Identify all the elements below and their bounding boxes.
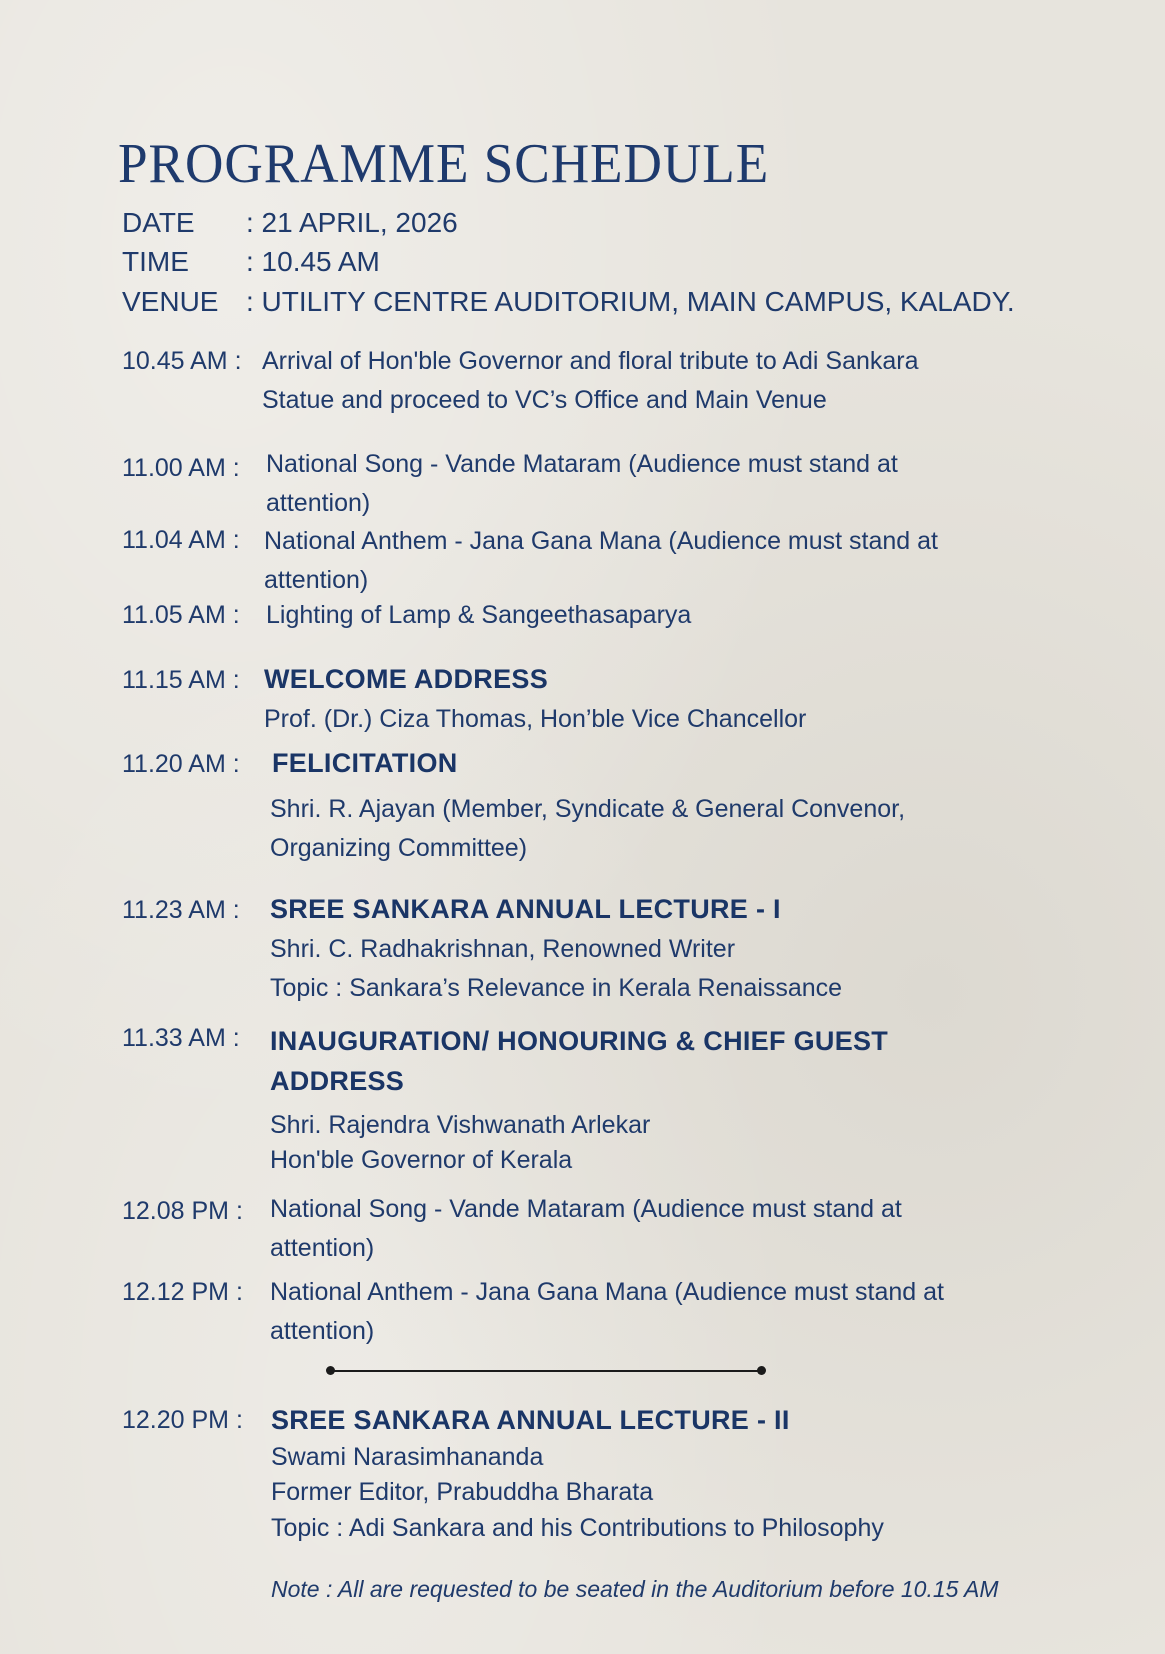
schedule-heading-text: SREE SANKARA ANNUAL LECTURE	[271, 1405, 750, 1435]
schedule-time: 11.04 AM :	[122, 526, 240, 554]
schedule-line: National Song - Vande Mataram (Audience must stand at	[270, 1195, 902, 1223]
schedule-line: National Song - Vande Mataram (Audience must stand at	[266, 450, 898, 478]
schedule-line: Shri. Rajendra Vishwanath Arlekar	[270, 1111, 651, 1139]
schedule-heading-text: SREE SANKARA ANNUAL LECTURE	[270, 894, 749, 924]
schedule-heading-suffix: - I	[755, 894, 781, 924]
schedule-time: 11.20 AM :	[122, 750, 240, 778]
schedule-time: 11.05 AM :	[122, 601, 240, 629]
date-label: DATE	[122, 207, 195, 238]
schedule-line: attention)	[270, 1317, 375, 1345]
schedule-heading: INAUGURATION/ HONOURING & CHIEF GUEST	[270, 1026, 889, 1056]
schedule-time: 12.12 PM :	[122, 1278, 243, 1306]
divider	[330, 1370, 762, 1372]
time-value: : 10.45 AM	[246, 246, 380, 277]
schedule-time: 11.23 AM :	[122, 896, 240, 924]
schedule-line: Swami Narasimhananda	[271, 1443, 544, 1471]
time-label: TIME	[122, 246, 189, 277]
schedule-time: 11.00 AM :	[122, 454, 240, 482]
schedule-heading	[271, 1405, 790, 1436]
schedule-line: Shri. C. Radhakrishnan, Renowned Writer	[270, 935, 736, 963]
schedule-line: Prof. (Dr.) Ciza Thomas, Hon’ble Vice Chancellor	[264, 705, 807, 733]
schedule-heading: FELICITATION	[272, 748, 458, 778]
schedule-time: 12.20 PM :	[122, 1406, 243, 1434]
schedule-heading: WELCOME ADDRESS	[264, 664, 549, 694]
schedule-line: Topic : Adi Sankara and his Contributions to Philosophy	[271, 1514, 884, 1542]
schedule-line: attention)	[270, 1234, 375, 1262]
venue-label: VENUE	[122, 286, 219, 317]
schedule-heading: ADDRESS	[270, 1066, 405, 1096]
page-title: PROGRAMME SCHEDULE	[118, 133, 770, 195]
schedule-line: Lighting of Lamp & Sangeethasaparya	[266, 601, 692, 629]
venue-value: : UTILITY CENTRE AUDITORIUM, MAIN CAMPUS, KALADY.	[246, 286, 1015, 317]
date-value: : 21 APRIL, 2026	[246, 207, 458, 238]
schedule-line: Arrival of Hon'ble Governor and floral tribute to Adi Sankara	[262, 347, 919, 375]
schedule-line: Hon'ble Governor of Kerala	[270, 1146, 573, 1174]
note: Note : All are requested to be seated in the Auditorium before 10.15 AM	[271, 1576, 999, 1602]
schedule-line: Topic : Sankara’s Relevance in Kerala Renaissance	[270, 974, 843, 1002]
schedule-heading-suffix: - II	[756, 1405, 790, 1435]
schedule-time: 11.33 AM :	[122, 1024, 240, 1052]
schedule-time: 10.45 AM :	[122, 347, 242, 375]
schedule-time: 11.15 AM :	[122, 666, 240, 694]
schedule-line: attention)	[264, 566, 369, 594]
divider-dot-right	[757, 1366, 766, 1375]
schedule-line: National Anthem - Jana Gana Mana (Audience must stand at	[264, 527, 938, 555]
schedule-line: Shri. R. Ajayan (Member, Syndicate & General Convenor,	[270, 795, 906, 823]
schedule-line: Organizing Committee)	[270, 834, 528, 862]
schedule-line: attention)	[266, 489, 371, 517]
schedule-heading	[270, 894, 781, 925]
schedule-line: Statue and proceed to VC’s Office and Main Venue	[262, 386, 827, 414]
schedule-time: 12.08 PM :	[122, 1197, 243, 1225]
schedule-line: Former Editor, Prabuddha Bharata	[271, 1478, 654, 1506]
schedule-line: National Anthem - Jana Gana Mana (Audience must stand at	[270, 1278, 944, 1306]
